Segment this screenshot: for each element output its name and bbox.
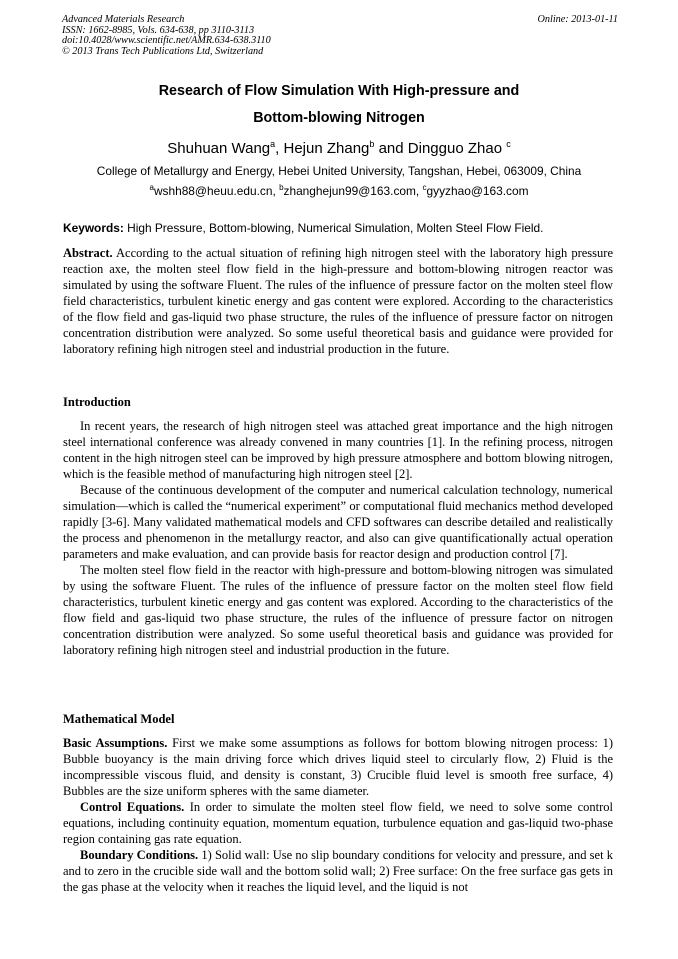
copyright-line: © 2013 Trans Tech Publications Ltd, Switzerland bbox=[62, 45, 264, 57]
paragraph bbox=[63, 799, 613, 847]
keywords-label: Keywords: bbox=[63, 221, 124, 235]
paragraph-text: 1) Solid wall: Use no slip boundary conditions for velocity and pressure, and set k and to zero in the crucible side wall and the bottom solid wall; 2) Free surface: On the free surface gas gets in the gas phase at the velocity when it reaches the liquid level, and the liquid is not bbox=[63, 848, 613, 894]
keywords-text: High Pressure, Bottom-blowing, Numerical Simulation, Molten Steel Flow Field. bbox=[123, 221, 544, 235]
paper-title-line-1: Research of Flow Simulation With High-pressure and bbox=[158, 83, 520, 99]
online-date: Online: 2013-01-11 bbox=[537, 14, 618, 25]
keywords bbox=[63, 221, 619, 236]
run-in-heading: Basic Assumptions. bbox=[63, 736, 168, 750]
author-3: Dingguo Zhao bbox=[407, 140, 507, 157]
introduction-body bbox=[63, 418, 613, 658]
paragraph bbox=[63, 735, 613, 799]
run-in-heading: Boundary Conditions. bbox=[80, 848, 199, 862]
email-list bbox=[0, 184, 678, 199]
abstract-text: According to the actual situation of refining high nitrogen steel with the laboratory high pressure reaction axe, the molten steel flow field in the high-pressure and bottom-blowing nitrogen reactor was simulated by using the software Fluent. The rules of the influence of pressure factor on the molten steel flow field characteristics, turbulent kinetic energy and gas content were explored. According to the characteristics of the flow field and gas-liquid two phase structure, the rules of the influence of pressure factor on nitrogen concentration distribution were analyzed. So some useful theoretical basis and guidance were provided for laboratory refining high nitrogen steel and industrial production in the future. bbox=[63, 246, 613, 356]
author-3-affil-mark: c bbox=[506, 139, 511, 149]
paragraph bbox=[63, 847, 613, 895]
paragraph: In recent years, the research of high nitrogen steel was attached great importance and the high nitrogen steel international conference was already convened in many countries [1]. In the refining process, nitrogen content in the high nitrogen steel can be improved by high pressure atmosphere and bottom blowing nitrogen, which is the feasible method of manufacturing high nitrogen steel [2]. bbox=[63, 419, 613, 481]
email-2: zhanghejun99@163.com, bbox=[283, 184, 423, 198]
doi-line: doi:10.4028/www.scientific.net/AMR.634-638.3110 bbox=[62, 35, 271, 47]
author-1-affil-mark: a bbox=[270, 139, 276, 149]
email-1-mark: a bbox=[149, 183, 154, 192]
paragraph-text: In order to simulate the molten steel flow field, we need to solve some control equations, including continuity equation, momentum equation, turbulence equation and gas-liquid two-phase region containing gas rate equation. bbox=[63, 800, 613, 846]
model-body bbox=[63, 735, 613, 895]
issn-line: ISSN: 1662-8985, Vols. 634-638, pp 3110-3113 bbox=[62, 24, 255, 36]
affiliation: College of Metallurgy and Energy, Hebei United University, Tangshan, Hebei, 063009, China bbox=[96, 164, 582, 178]
paper-title-line-2: Bottom-blowing Nitrogen bbox=[253, 110, 425, 126]
abstract-label: Abstract. bbox=[63, 246, 113, 260]
journal-name: Advanced Materials Research bbox=[62, 14, 185, 25]
author-separator: , bbox=[275, 140, 284, 157]
author-list bbox=[0, 139, 678, 159]
email-3: gyyzhao@163.com bbox=[426, 184, 529, 198]
section-heading-introduction: Introduction bbox=[63, 395, 131, 409]
journal-header bbox=[62, 15, 618, 57]
email-3-mark: c bbox=[422, 183, 427, 192]
paragraph: Because of the continuous development of the computer and numerical calculation technology, numerical simulation—which is called the “numerical experiment” or computational fluid mechanics method developed rapidly [3-6]. Many validated mathematical models and CFD softwares can describe detailed and realistically the process and phenomenon in the metallurgy reactor, and also can give quantificationally actual operation parameters and make evaluation, and can provide basis for reactor design and production control [7]. bbox=[63, 483, 613, 561]
section-heading-mathematical-model: Mathematical Model bbox=[63, 712, 175, 726]
email-2-mark: b bbox=[279, 183, 284, 192]
abstract bbox=[63, 245, 613, 357]
author-separator: and bbox=[374, 140, 408, 157]
author-2: Hejun Zhang bbox=[283, 140, 370, 157]
author-2-affil-mark: b bbox=[369, 139, 375, 149]
email-1: wshh88@heuu.edu.cn, bbox=[153, 184, 280, 198]
run-in-heading: Control Equations. bbox=[80, 800, 185, 814]
author-1: Shuhuan Wang bbox=[167, 140, 271, 157]
paragraph: The molten steel flow field in the reactor with high-pressure and bottom-blowing nitrogen was simulated by using the software Fluent. The rules of the influence of pressure factor on the molten steel flow field characteristics, turbulent kinetic energy and gas content was explored. According to the characteristics of the flow field and gas-liquid two phase structure, the rules of the influence of pressure factor on nitrogen concentration distribution were analyzed. So some useful theoretical basis and guidance was provided for laboratory refining high nitrogen steel and industrial production in the future. bbox=[63, 563, 613, 657]
paragraph-text: First we make some assumptions as follows for bottom blowing nitrogen process: 1) Bubble buoyancy is the main driving force which drives liquid steel to circularly flow, 2) Fluid is the incompressible viscous fluid, and density is constant, 3) Crucible fluid level is smooth free surface, 4) Bubbles are the size uniform spheres with the same diameter. bbox=[63, 736, 613, 798]
